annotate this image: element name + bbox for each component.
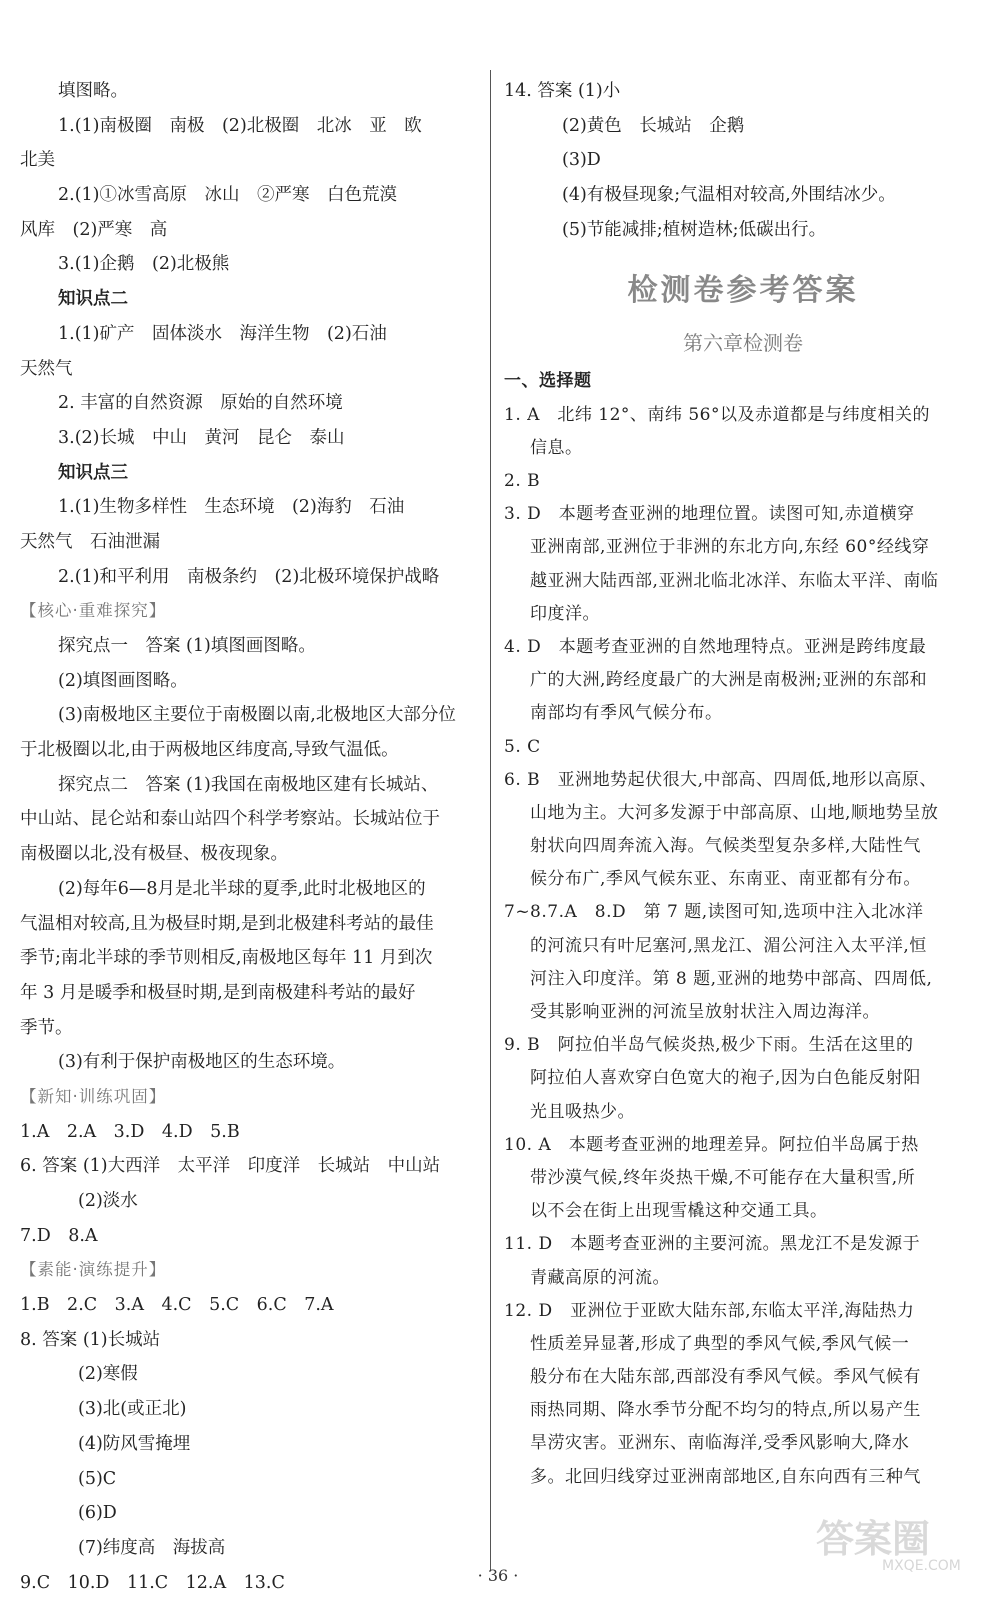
text-line: 3. D 本题考查亚洲的地理位置。读图可知,赤道横穿: [504, 504, 915, 525]
text-line: 光且吸热少。: [530, 1101, 635, 1122]
text-line: 12. D 亚洲位于亚欧大陆东部,东临太平洋,海陆热力: [504, 1300, 915, 1321]
text-line: 探究点一 答案 (1)填图画图略。: [58, 636, 316, 656]
text-line: 14. 答案 (1)小: [504, 81, 621, 101]
text-line: (6)D: [78, 1503, 117, 1524]
text-line: 11. D 本题考查亚洲的主要河流。黑龙江不是发源于: [504, 1234, 921, 1255]
text-line: 射状向四周奔流入海。气候类型复杂多样,大陆性气: [530, 836, 921, 857]
text-line: (2)每年6—8月是北半球的夏季,此时北极地区的: [58, 878, 426, 899]
text-line: (2)填图画图略。: [58, 670, 188, 691]
text-line: (2)黄色 长城站 企鹅: [562, 115, 745, 136]
text-line: 天然气 石油泄漏: [20, 531, 160, 552]
right-column: [504, 74, 982, 1494]
text-line: 候分布广,季风气候东亚、东南亚、南亚都有分布。: [530, 869, 921, 890]
text-line: 天然气: [20, 358, 73, 379]
text-line: 知识点二: [58, 289, 128, 310]
text-line: 以不会在街上出现雪橇这种交通工具。: [530, 1201, 828, 1222]
text-line: (2)淡水: [78, 1191, 138, 1211]
text-line: 雨热同期、降水季节分配不均匀的特点,所以易产生: [530, 1400, 921, 1421]
text-line: 季节。: [20, 1017, 73, 1038]
text-line: 2. B: [504, 471, 541, 491]
text-line: 于北极圈以北,由于两极地区纬度高,导致气温低。: [20, 740, 399, 761]
text-line: 1.B 2.C 3.A 4.C 5.C 6.C 7.A: [20, 1295, 334, 1316]
section-title: 检测卷参考答案: [627, 273, 859, 309]
text-line: (3)D: [562, 150, 601, 171]
text-line: 1.(1)南极圈 南极 (2)北极圈 北冰 亚 欧: [58, 115, 422, 136]
text-line: 2.(1)①冰雪高原 冰山 ②严寒 白色荒漠: [58, 185, 397, 206]
chapter-answers: [504, 365, 982, 1493]
text-line: 的河流只有叶尼塞河,黑龙江、湄公河注入太平洋,恒: [530, 935, 927, 956]
text-line: 气温相对较高,且为极昼时期,是到北极建科考站的最佳: [20, 913, 434, 934]
text-line: 信息。: [530, 437, 583, 458]
text-line: 7~8.7.A 8.D 第 7 题,读图可知,选项中注入北冰洋: [504, 902, 924, 923]
text-line: 1.(1)矿产 固体淡水 海洋生物 (2)石油: [58, 323, 387, 344]
text-line: 1.A 2.A 3.D 4.D 5.B: [20, 1121, 240, 1142]
text-line: (5)节能减排;植树造林;低碳出行。: [562, 219, 827, 240]
text-line: 北美: [20, 150, 55, 171]
section-header: 【新知·训练巩固】: [20, 1086, 167, 1106]
text-line: 2.(1)和平利用 南极条约 (2)北极环境保护战略: [58, 566, 440, 587]
text-line: 南部均有季风气候分布。: [530, 703, 723, 724]
watermark-logo: [812, 1514, 988, 1574]
column-divider: [490, 70, 491, 1570]
text-line: 1. A 北纬 12°、南纬 56°以及赤道都是与纬度相关的: [504, 404, 930, 425]
text-line: (3)北(或正北): [78, 1399, 187, 1420]
text-line: 年 3 月是暖季和极昼时期,是到南极建科考站的最好: [20, 982, 416, 1003]
svg-text:MXQE.COM: MXQE.COM: [882, 1558, 961, 1574]
text-line: 3.(2)长城 中山 黄河 昆仑 泰山: [58, 427, 345, 448]
text-line: 阿拉伯人喜欢穿白色宽大的袍子,因为白色能反射阳: [530, 1068, 921, 1089]
text-line: 河注入印度洋。第 8 题,亚洲的地势中部高、四周低,: [530, 968, 933, 989]
text-line: (5)C: [78, 1468, 117, 1489]
text-line: (3)南极地区主要位于南极圈以南,北极地区大部分位: [58, 705, 456, 726]
text-line: 5. C: [504, 736, 541, 757]
text-line: 探究点二 答案 (1)我国在南极地区建有长城站、: [58, 774, 439, 795]
text-line: 广的大洲,跨经度最广的大洲是南极洲;亚洲的东部和: [530, 670, 928, 691]
text-line: 山地为主。大河多发源于中部高原、山地,顺地势呈放: [530, 802, 939, 823]
page-number: · 36 ·: [477, 1566, 519, 1585]
text-line: (3)有利于保护南极地区的生态环境。: [58, 1052, 346, 1073]
text-line: 印度洋。: [530, 603, 600, 624]
text-line: 6. B 亚洲地势起伏很大,中部高、四周低,地形以高原、: [504, 769, 937, 790]
text-line: 带沙漠气候,终年炎热干燥,不可能存在大量积雪,所: [530, 1167, 916, 1188]
text-line: 中山站、昆仑站和泰山站四个科学考察站。长城站位于: [20, 809, 440, 830]
text-line: 季节;南北半球的季节则相反,南极地区每年 11 月到次: [20, 948, 433, 969]
text-line: 3.(1)企鹅 (2)北极熊: [58, 254, 230, 275]
text-line: 2. 丰富的自然资源 原始的自然环境: [58, 393, 343, 414]
chapter-title: 第六章检测卷: [683, 331, 803, 356]
text-line: 7.D 8.A: [20, 1225, 98, 1246]
text-line: 风库 (2)严寒 高: [20, 219, 168, 240]
text-line: 多。北回归线穿过亚洲南部地区,自东向西有三种气: [530, 1466, 921, 1487]
text-line: 越亚洲大陆西部,亚洲北临北冰洋、东临太平洋、南临: [530, 570, 939, 591]
text-line: 10. A 本题考查亚洲的地理差异。阿拉伯半岛属于热: [504, 1134, 919, 1155]
text-line: 填图略。: [58, 81, 128, 101]
answer-14-block: [504, 74, 982, 247]
text-line: 性质差异显著,形成了典型的季风气候,季风气候一: [530, 1333, 910, 1354]
text-line: 4. D 本题考查亚洲的自然地理特点。亚洲是跨纬度最: [504, 636, 927, 657]
section-header: 【素能·演练提升】: [20, 1260, 167, 1280]
text-line: 南极圈以北,没有极昼、极夜现象。: [20, 844, 289, 865]
text-line: 1.(1)生物多样性 生态环境 (2)海豹 石油: [58, 497, 405, 518]
text-line: (4)防风雪掩埋: [78, 1433, 191, 1454]
section-header: 【核心·重难探究】: [20, 601, 167, 621]
text-line: 般分布在大陆东部,西部没有季风气候。季风气候有: [530, 1367, 921, 1388]
text-line: 受其影响亚洲的河流呈放射状注入周边海洋。: [530, 1002, 880, 1022]
text-line: 6. 答案 (1)大西洋 太平洋 印度洋 长城站 中山站: [20, 1156, 441, 1177]
left-column: [20, 74, 478, 1600]
svg-text:答案圈: 答案圈: [816, 1517, 931, 1561]
text-line: (4)有极昼现象;气温相对较高,外围结冰少。: [562, 185, 896, 206]
text-line: 8. 答案 (1)长城站: [20, 1329, 161, 1350]
text-line: 青藏高原的河流。: [530, 1267, 670, 1288]
text-line: 知识点三: [58, 462, 128, 483]
text-line: 旱涝灾害。亚洲东、南临海洋,受季风影响大,降水: [530, 1433, 910, 1454]
text-line: 9.C 10.D 11.C 12.A 13.C: [20, 1572, 285, 1593]
text-line: 亚洲南部,亚洲位于非洲的东北方向,东经 60°经线穿: [530, 537, 930, 558]
text-line: (2)寒假: [78, 1364, 138, 1385]
text-line: 9. B 阿拉伯半岛气候炎热,极少下雨。生活在这里的: [504, 1035, 914, 1056]
text-line: (7)纬度高 海拔高: [78, 1537, 226, 1558]
text-line: 一、选择题: [504, 371, 592, 392]
